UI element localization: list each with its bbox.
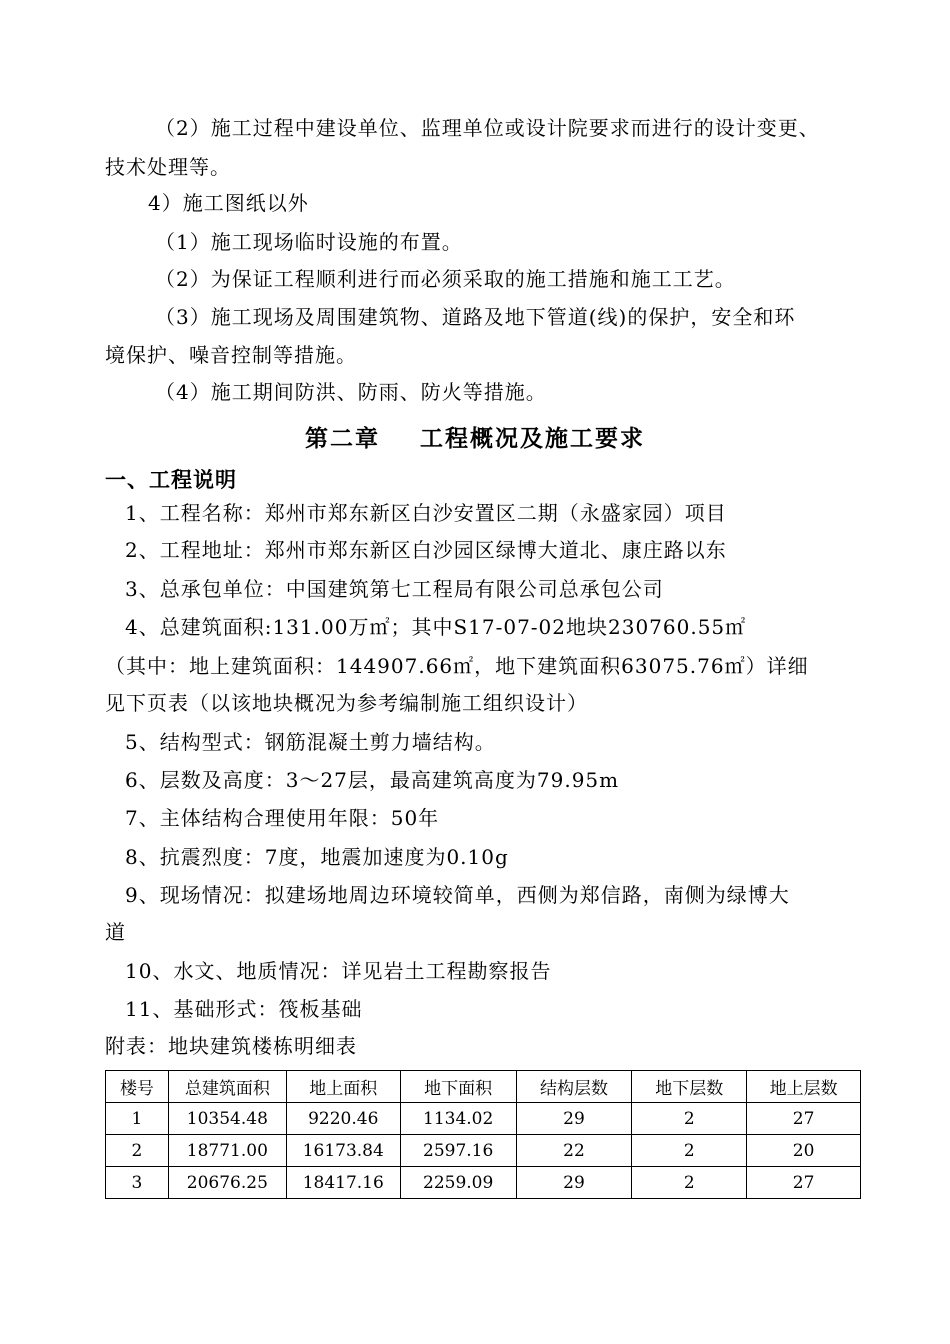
table-cell: 18771.00 — [168, 1135, 286, 1167]
paragraph: 技术处理等。 — [105, 155, 231, 179]
list-item: 道 — [105, 920, 126, 944]
table-cell: 22 — [516, 1135, 632, 1167]
table-cell: 2 — [632, 1167, 747, 1199]
table-cell: 2 — [632, 1103, 747, 1135]
table-header: 地下面积 — [400, 1071, 516, 1103]
list-item: 10、水文、地质情况：详见岩土工程勘察报告 — [125, 959, 552, 983]
list-item: 见下页表（以该地块概况为参考编制施工组织设计） — [105, 691, 588, 715]
table-cell: 27 — [747, 1103, 861, 1135]
table-header: 地上面积 — [286, 1071, 400, 1103]
paragraph: （1）施工现场临时设施的布置。 — [155, 230, 463, 254]
table-cell: 2 — [632, 1135, 747, 1167]
list-item: 2、工程地址：郑州市郑东新区白沙园区绿博大道北、康庄路以东 — [125, 538, 727, 562]
list-item: 4、总建筑面积:131.00万㎡；其中S17-07-02地块230760.55㎡ — [125, 615, 747, 639]
table-row — [106, 1135, 861, 1167]
table-cell: 9220.46 — [286, 1103, 400, 1135]
table-header: 楼号 — [106, 1071, 169, 1103]
table-cell: 2259.09 — [400, 1167, 516, 1199]
table-cell: 16173.84 — [286, 1135, 400, 1167]
chapter-title: 第二章 工程概况及施工要求 — [304, 425, 646, 452]
list-item: 8、抗震烈度：7度，地震加速度为0.10g — [125, 845, 509, 869]
paragraph: （2）施工过程中建设单位、监理单位或设计院要求而进行的设计变更、 — [155, 116, 820, 140]
list-item: 7、主体结构合理使用年限：50年 — [125, 806, 440, 830]
table-row — [106, 1167, 861, 1199]
table-header-row — [106, 1071, 861, 1103]
table-cell: 10354.48 — [168, 1103, 286, 1135]
list-item: 1、工程名称：郑州市郑东新区白沙安置区二期（永盛家园）项目 — [125, 501, 727, 525]
table-cell: 3 — [106, 1167, 169, 1199]
table-cell: 18417.16 — [286, 1167, 400, 1199]
table-cell: 2 — [106, 1135, 169, 1167]
table-cell: 2597.16 — [400, 1135, 516, 1167]
table-cell: 27 — [747, 1167, 861, 1199]
list-item: 6、层数及高度：3～27层，最高建筑高度为79.95m — [125, 768, 620, 792]
list-item: 5、结构型式：钢筋混凝土剪力墙结构。 — [125, 730, 496, 754]
table-header: 结构层数 — [516, 1071, 632, 1103]
table-row — [106, 1103, 861, 1135]
table-header: 总建筑面积 — [168, 1071, 286, 1103]
table-cell: 29 — [516, 1167, 632, 1199]
paragraph: （2）为保证工程顺利进行而必须采取的施工措施和施工工艺。 — [155, 267, 736, 291]
list-item: 9、现场情况：拟建场地周边环境较简单，西侧为郑信路，南侧为绿博大 — [125, 883, 790, 907]
section-title: 一、工程说明 — [105, 467, 237, 492]
table-header: 地上层数 — [747, 1071, 861, 1103]
paragraph: （3）施工现场及周围建筑物、道路及地下管道(线)的保护，安全和环 — [155, 305, 796, 329]
table-cell: 29 — [516, 1103, 632, 1135]
paragraph: 4）施工图纸以外 — [148, 191, 309, 215]
list-item: 11、基础形式：筏板基础 — [125, 997, 363, 1021]
table-cell: 20 — [747, 1135, 861, 1167]
list-item: （其中：地上建筑面积：144907.66㎡，地下建筑面积63075.76㎡）详细 — [105, 654, 809, 678]
table-cell: 1 — [106, 1103, 169, 1135]
table-cell: 20676.25 — [168, 1167, 286, 1199]
paragraph: 境保护、噪音控制等措施。 — [105, 343, 357, 367]
table-header: 地下层数 — [632, 1071, 747, 1103]
list-item: 3、总承包单位：中国建筑第七工程局有限公司总承包公司 — [125, 577, 664, 601]
table-cell: 1134.02 — [400, 1103, 516, 1135]
table-caption: 附表：地块建筑楼栋明细表 — [105, 1034, 357, 1058]
paragraph: （4）施工期间防洪、防雨、防火等措施。 — [155, 380, 547, 404]
building-table — [105, 1070, 861, 1199]
